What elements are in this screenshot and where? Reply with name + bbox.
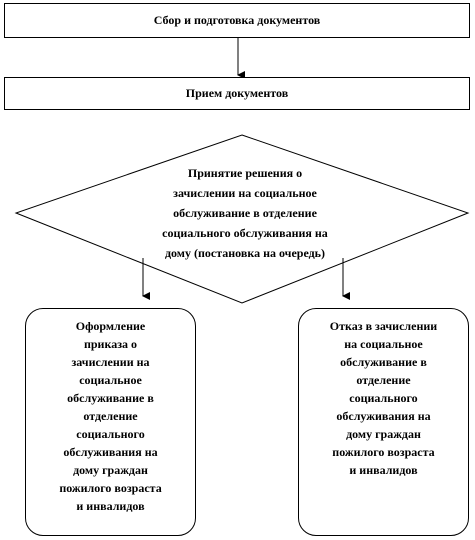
text-line: обслуживание в [340,355,427,369]
text-line: на социальное [344,337,423,351]
step-receive-documents-label: Прием документов [185,86,289,100]
text-line: и инвалидов [349,463,418,477]
decision-line: социального обслуживания на [162,226,328,240]
text-line: обслуживания на [63,445,158,459]
text-line: и инвалидов [76,499,145,513]
result-enrollment-order [25,308,196,536]
text-line: пожилого возраста [59,481,162,495]
text-line: социального [349,391,418,405]
text-line: обслуживания на [336,409,431,423]
step-collect-documents [4,3,470,38]
text-line: социального [76,427,145,441]
decision-line: дому (постановка на очередь) [164,246,326,260]
result-enrollment-order-text [59,317,161,515]
text-line: Отказ в зачислении [329,319,438,333]
decision-line: обслуживание в отделение [173,206,317,220]
text-line: дому граждан [346,427,421,441]
text-line: Оформление [75,319,146,333]
text-line: дому граждан [73,463,148,477]
step-collect-documents-label: Сбор и подготовка документов [153,13,321,27]
text-line: приказа о [83,337,138,351]
decision-line: зачислении на социальное [173,186,317,200]
text-line: социальное [79,373,142,387]
result-enrollment-refusal [298,308,469,536]
text-line: отделение [356,373,411,387]
decision-line: Принятие решения о [187,166,303,180]
text-line: обслуживание в [67,391,154,405]
step-receive-documents [4,77,470,110]
text-line: зачислении на [71,355,150,369]
text-line: пожилого возраста [332,445,435,459]
text-line: отделение [83,409,138,423]
decision-label [100,163,390,263]
result-enrollment-refusal-text [330,317,437,479]
